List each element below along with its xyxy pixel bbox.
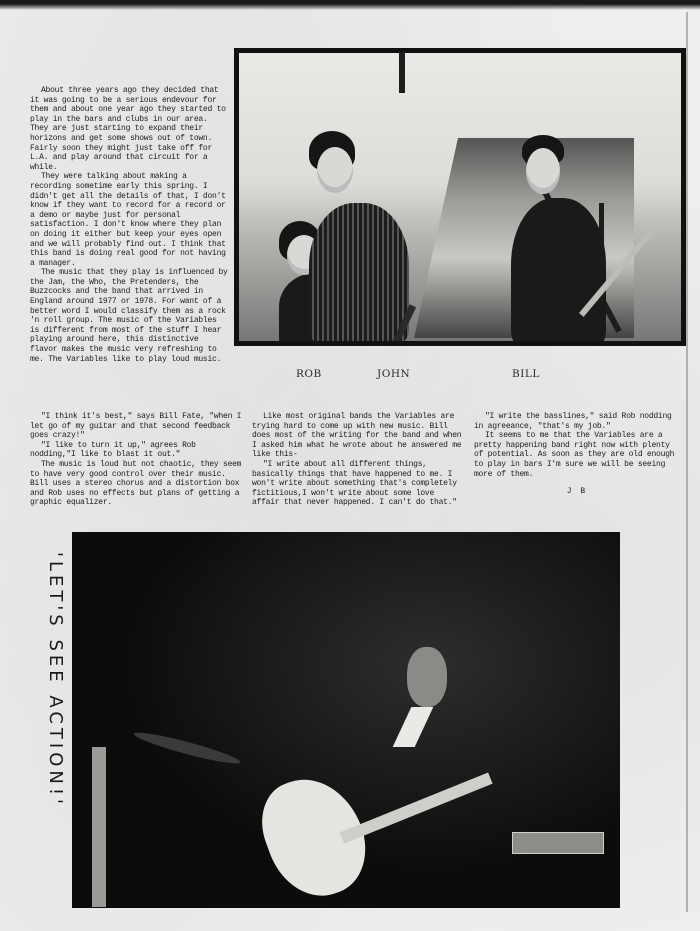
performer-face [407,647,447,707]
wall-fixture [399,53,405,93]
caption-bill: BILL [512,368,540,380]
column-b-paragraph: "I write about all different things, basically things that have happened to me. I won't write about something that's completely fictitious,I won't write about some love affair that never happened. I can't do that." [252,459,457,508]
live-photo [72,532,620,908]
person-bill [511,198,606,341]
page-top-edge [0,0,700,10]
caption-john: JOHN [377,368,411,380]
performer-collar [393,707,434,747]
intro-column [30,86,228,364]
column-c-paragraph: "I write the basslines," said Rob nodding in agreeance, "that's my job." [474,412,672,431]
intro-paragraph: The music that they play is influenced by the Jam, the Who, the Pretenders, the Buzzcocks and the band that arrived in England around 1977 or 1978. For want of a better word I would classify them as a rock 'n roll group. The music of the Variables is different from most of the stuff I hear playing around here, this distinctive flavor makes the music very refreshing to me. The Variables like to play loud music. [30,268,228,364]
column-a-paragraph: "I like to turn it up," agrees Rob nodding,"I like to blast it out." [30,440,196,460]
cymbal [132,728,241,768]
author-signature: J B [566,487,588,497]
person-john-face [317,147,353,193]
intro-paragraph: They were talking about making a recording sometime early this spring. I didn't get all the details of that, I don't know if they want to record for a record or a demo or maybe just for personal satisfaction. I don't know where they plan on doing it either but keep your eyes open and we will probably find out. I think that this band is doing real good for not having a manager. [30,172,226,268]
article-column-c [474,412,680,497]
bass-guitar-neck [340,772,493,843]
second-guitar-headstock [92,747,106,907]
slogan-lets-see-action: 'LET'S SEE ACTION!' [45,552,66,808]
page-right-edge [686,12,688,912]
person-john [309,203,409,341]
caption-rob: ROB [296,368,322,380]
article-column-b [252,412,464,508]
column-b-paragraph: Like most original bands the Variables are trying hard to come up with new music. Bill does most of the writing for the band and when I asked him what he wrote about he answered me like this- [252,412,462,460]
amplifier [512,832,604,854]
column-a-paragraph: The music is loud but not chaotic, they seem to have very good control over their music. Bill uses a stereo chorus and a distortion box and Rob uses no effects but plans of getting a graphic equalizer. [30,459,242,508]
live-photo-image [72,532,620,908]
article-column-a [30,412,242,508]
column-a-paragraph: "I think it's best," says Bill Fate, "when I let go of my guitar and that second feedback goes crazy!" [30,412,242,441]
band-photo-image [239,53,681,341]
person-bill-face [526,148,560,194]
intro-paragraph: About three years ago they decided that it was going to be a serious endevour for them and about one year ago they started to play in the bars and clubs in our area. They are just starting to expand their horizons and get some shows out of town. Fairly soon they might just take off for L.A. and play around that circuit for a while. [30,86,226,172]
column-c-paragraph: It seems to me that the Variables are a pretty happening band right now with plenty of potential. As soon as they are old enough to play in bars I'm sure we will be seeing more of them. [474,431,675,479]
band-photo [234,48,686,346]
